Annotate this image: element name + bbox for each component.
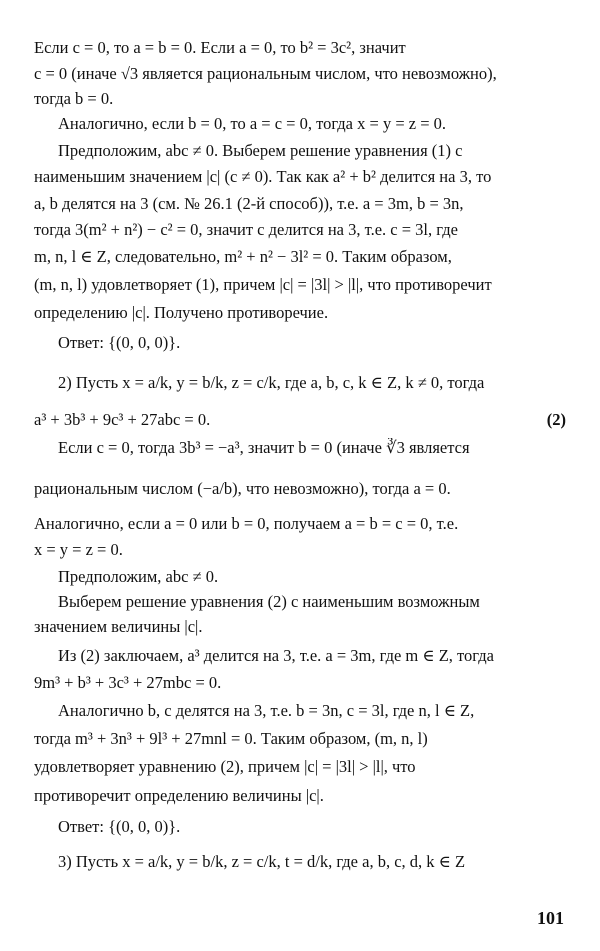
text-line: Предположим, abc ≠ 0. <box>58 567 219 586</box>
text-line: Если c = 0, тогда 3b³ = −a³, значит b = 0 (иначе ∛3 является <box>58 438 470 457</box>
text-line: (m, n, l) удовлетворяет (1), причем |c| = |3l| > |l|, что противоречит <box>34 275 492 294</box>
equation-line: a³ + 3b³ + 9c³ + 27abc = 0. <box>34 410 211 429</box>
answer-line: Ответ: {(0, 0, 0)}. <box>58 817 181 836</box>
equation-number: (2) <box>546 410 566 429</box>
text-line: Аналогично, если b = 0, то a = c = 0, тогда x = y = z = 0. <box>58 114 446 133</box>
text-line: x = y = z = 0. <box>34 540 123 559</box>
text-line: удовлетворяет уравнению (2), причем |c| = |3l| > |l|, что <box>34 757 416 776</box>
equation-line: 9m³ + b³ + 3c³ + 27mbc = 0. <box>34 673 222 692</box>
text-line: Из (2) заключаем, a³ делится на 3, т.е. a = 3m, где m ∈ Z, тогда <box>58 646 494 665</box>
text-line: Если c = 0, то a = b = 0. Если a = 0, то b² = 3c², значит <box>34 38 406 57</box>
text-line: тогда b = 0. <box>34 89 114 108</box>
answer-line: Ответ: {(0, 0, 0)}. <box>58 333 181 352</box>
text-line: Предположим, abc ≠ 0. Выберем решение уравнения (1) с <box>58 141 463 160</box>
text-line: Выберем решение уравнения (2) с наименьшим возможным <box>58 592 480 611</box>
text-line: Аналогично, если a = 0 или b = 0, получаем a = b = c = 0, т.е. <box>34 514 459 533</box>
text-line: определению |c|. Получено противоречие. <box>34 303 329 322</box>
text-line: Аналогично b, c делятся на 3, т.е. b = 3n, c = 3l, где n, l ∈ Z, <box>58 701 475 720</box>
text-line: тогда 3(m² + n²) − c² = 0, значит c делится на 3, т.е. c = 3l, где <box>34 220 458 239</box>
text-line: m, n, l ∈ Z, следовательно, m² + n² − 3l² = 0. Таким образом, <box>34 247 452 266</box>
text-line: c = 0 (иначе √3 является рациональным числом, что невозможно), <box>34 64 497 83</box>
text-line: противоречит определению величины |c|. <box>34 786 324 805</box>
text-line: a, b делятся на 3 (см. № 26.1 (2-й способ)), т.е. a = 3m, b = 3n, <box>34 194 464 213</box>
text-line: рациональным числом (−a/b), что невозможно), тогда a = 0. <box>34 479 451 498</box>
text-line: значением величины |c|. <box>34 617 203 636</box>
text-line: 3) Пусть x = a/k, y = b/k, z = c/k, t = d/k, где a, b, c, d, k ∈ Z <box>58 852 466 871</box>
text-line: 2) Пусть x = a/k, y = b/k, z = c/k, где a, b, c, k ∈ Z, k ≠ 0, тогда <box>58 373 485 392</box>
text-line: наименьшим значением |c| (c ≠ 0). Так как a² + b² делится на 3, то <box>34 167 492 186</box>
page-number: 101 <box>537 908 564 928</box>
text-line: тогда m³ + 3n³ + 9l³ + 27mnl = 0. Таким образом, (m, n, l) <box>34 729 428 748</box>
